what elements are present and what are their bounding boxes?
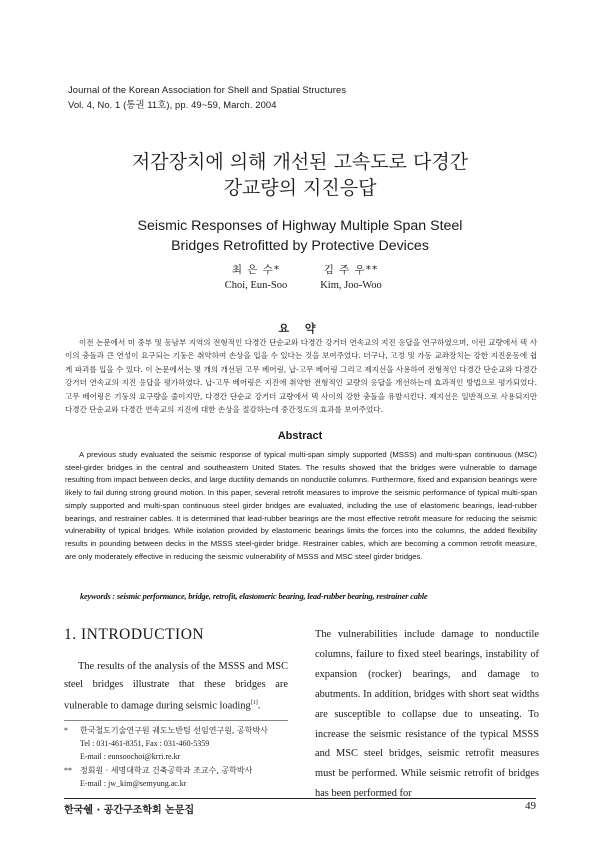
introduction-paragraph-1 — [64, 658, 288, 716]
korean-title — [0, 149, 600, 201]
author-1-english-name: Choi, Eun-Soo — [224, 280, 288, 291]
author-2 — [291, 262, 411, 294]
footnote-1-line-2: Tel : 031-461-8351, Fax : 031-460-5359 — [80, 739, 210, 748]
journal-volume-line: Vol. 4, No. 1 (통권 11호), pp. 49~59, March. 2004 — [68, 99, 277, 110]
introduction-paragraph-1-end: . — [257, 700, 261, 712]
author-2-english-name: Kim, Joo-Woo — [320, 280, 382, 291]
footnote-2-line-1: 정회원 · 세명대학교 건축공학과 조교수, 공학박사 — [80, 766, 253, 775]
keywords: keywords : seismic performance, bridge, retrofit, elastomeric bearing, lead-rubber bearing, restrainer cable — [80, 592, 428, 601]
footnote-2-mark: ** — [64, 766, 72, 775]
english-title-line-2: Bridges Retrofitted by Protective Devices — [171, 238, 429, 254]
english-title-line-1: Seismic Responses of Highway Multiple Span Steel — [137, 218, 463, 234]
introduction-right-column: The vulnerabilities include damage to nonductile columns, failure to fixed steel bearings, instability of expansion (rocker) bearings, and damage to abutments. In addition, bridges with short seat widths are susceptible to collapse due to unseating. To increase the seismic resistance of the typical MSSS and MSC steel bridges, seismic retrofit measures must be performed. While seismic retrofit of bridges has been performed for — [315, 629, 539, 800]
korean-title-line-1: 저감장치에 의해 개선된 고속도로 다경간 — [131, 151, 469, 173]
korean-abstract-heading: 요 약 — [278, 322, 322, 335]
footnote-2-line-2: E-mail : jw_kim@semyung.ac.kr — [80, 779, 187, 788]
footnote-1-mark: * — [64, 726, 68, 735]
korean-abstract-text: 이전 논문에서 미 중부 및 동남부 지역의 전형적인 다경간 단순교와 다경간 강거더 연속교의 지진 응답을 연구하였으며, 이런 교량에서 덱 사이의 충돌과 큰 연성이 요구되는 기둥은 취약하여 손상을 입을 수 있다는 것을 보여주었다. 더구나, 고정 및 가동 교좌장치는 강한 지진운동에 쉽게 파괴를 입을 수 있다. 이 논문에서는 몇 개의 개선된 고무 베어링, 납-고무 베어링 그리고 제지선을 사용하여 전형적인 다경간 단순교와 다경간 강거더 연속교의 지진 응답을 평가하였다. 납-고무 베어링은 지진에 취약한 전형적인 교량의 응답을 개선하는데 효과적인 방법으로 평가되었다. 고무 베어링은 기둥의 요구량을 줄이지만, 다경간 단순교 강거더 교량에서 덱 사이의 강한 충돌을 유발시킨다. 제지선은 일반적으로 사용되지만 다경간 단순교와 다경간 연속교의 지진에 대한 손상을 절감하는데 중간정도의 효과를 보여주었다. — [65, 338, 537, 415]
footnote-1-line-1: 한국철도기술연구원 궤도노반팀 선임연구원, 공학박사 — [80, 726, 268, 735]
journal-name: Journal of the Korean Association for Shell and Spatial Structures — [68, 84, 347, 95]
footer-journal-name: 한국쉘 · 공간구조학회 논문집 — [64, 805, 195, 816]
introduction-paragraph-1-text: The results of the analysis of the MSSS and MSC steel bridges illustrate that these bridges are vulnerable to damage during seismic loading — [64, 661, 288, 712]
author-2-korean-name: 김 주 우** — [323, 264, 379, 276]
korean-title-line-2: 강교량의 지진응답 — [223, 177, 377, 199]
footer-divider — [64, 798, 536, 799]
citation-1: [1] — [250, 700, 258, 707]
english-title — [0, 216, 600, 256]
footnote-divider — [64, 720, 288, 721]
page-number: 49 — [525, 800, 536, 812]
english-abstract-heading: Abstract — [277, 430, 323, 442]
introduction-heading: 1. INTRODUCTION — [64, 626, 205, 643]
english-abstract-text: A previous study evaluated the seismic response of typical multi-span simply supported (MSSS) and multi-span continuous (MSC) steel-girder bridges in the central and southeastern United States. The results showed that the bridges were vulnerable to damage resulting from impact between decks, and large ductility demands on nonductile columns. Furthermore, fixed and expansion bearings were likely to fail during strong ground motion. In this paper, several retrofit measures to improve the seismic performance of typical multi-span simply supported and multi-span continuous steel girder bridges are evaluated, including the use of elastomeric bearings, lead-rubber bearings, and restrainer cables. It is determined that lead-rubber bearings are the most effective retrofit measure for reducing the seismic vulnerability of typical bridges. While isolation provided by elastomeric bearings limits the forces into the columns, the added flexibility results in pounding between decks in the MSSS steel-girder bridge. Restrainer cables, which are becoming a common retrofit measure, are only moderately effective in reducing the seismic vulnerability of MSSS and MSC steel girder bridges. — [65, 450, 537, 561]
footnote-1-line-3: E-mail : eunsoochoi@krri.re.kr — [80, 752, 181, 761]
author-1-korean-name: 최 은 수* — [231, 264, 281, 276]
